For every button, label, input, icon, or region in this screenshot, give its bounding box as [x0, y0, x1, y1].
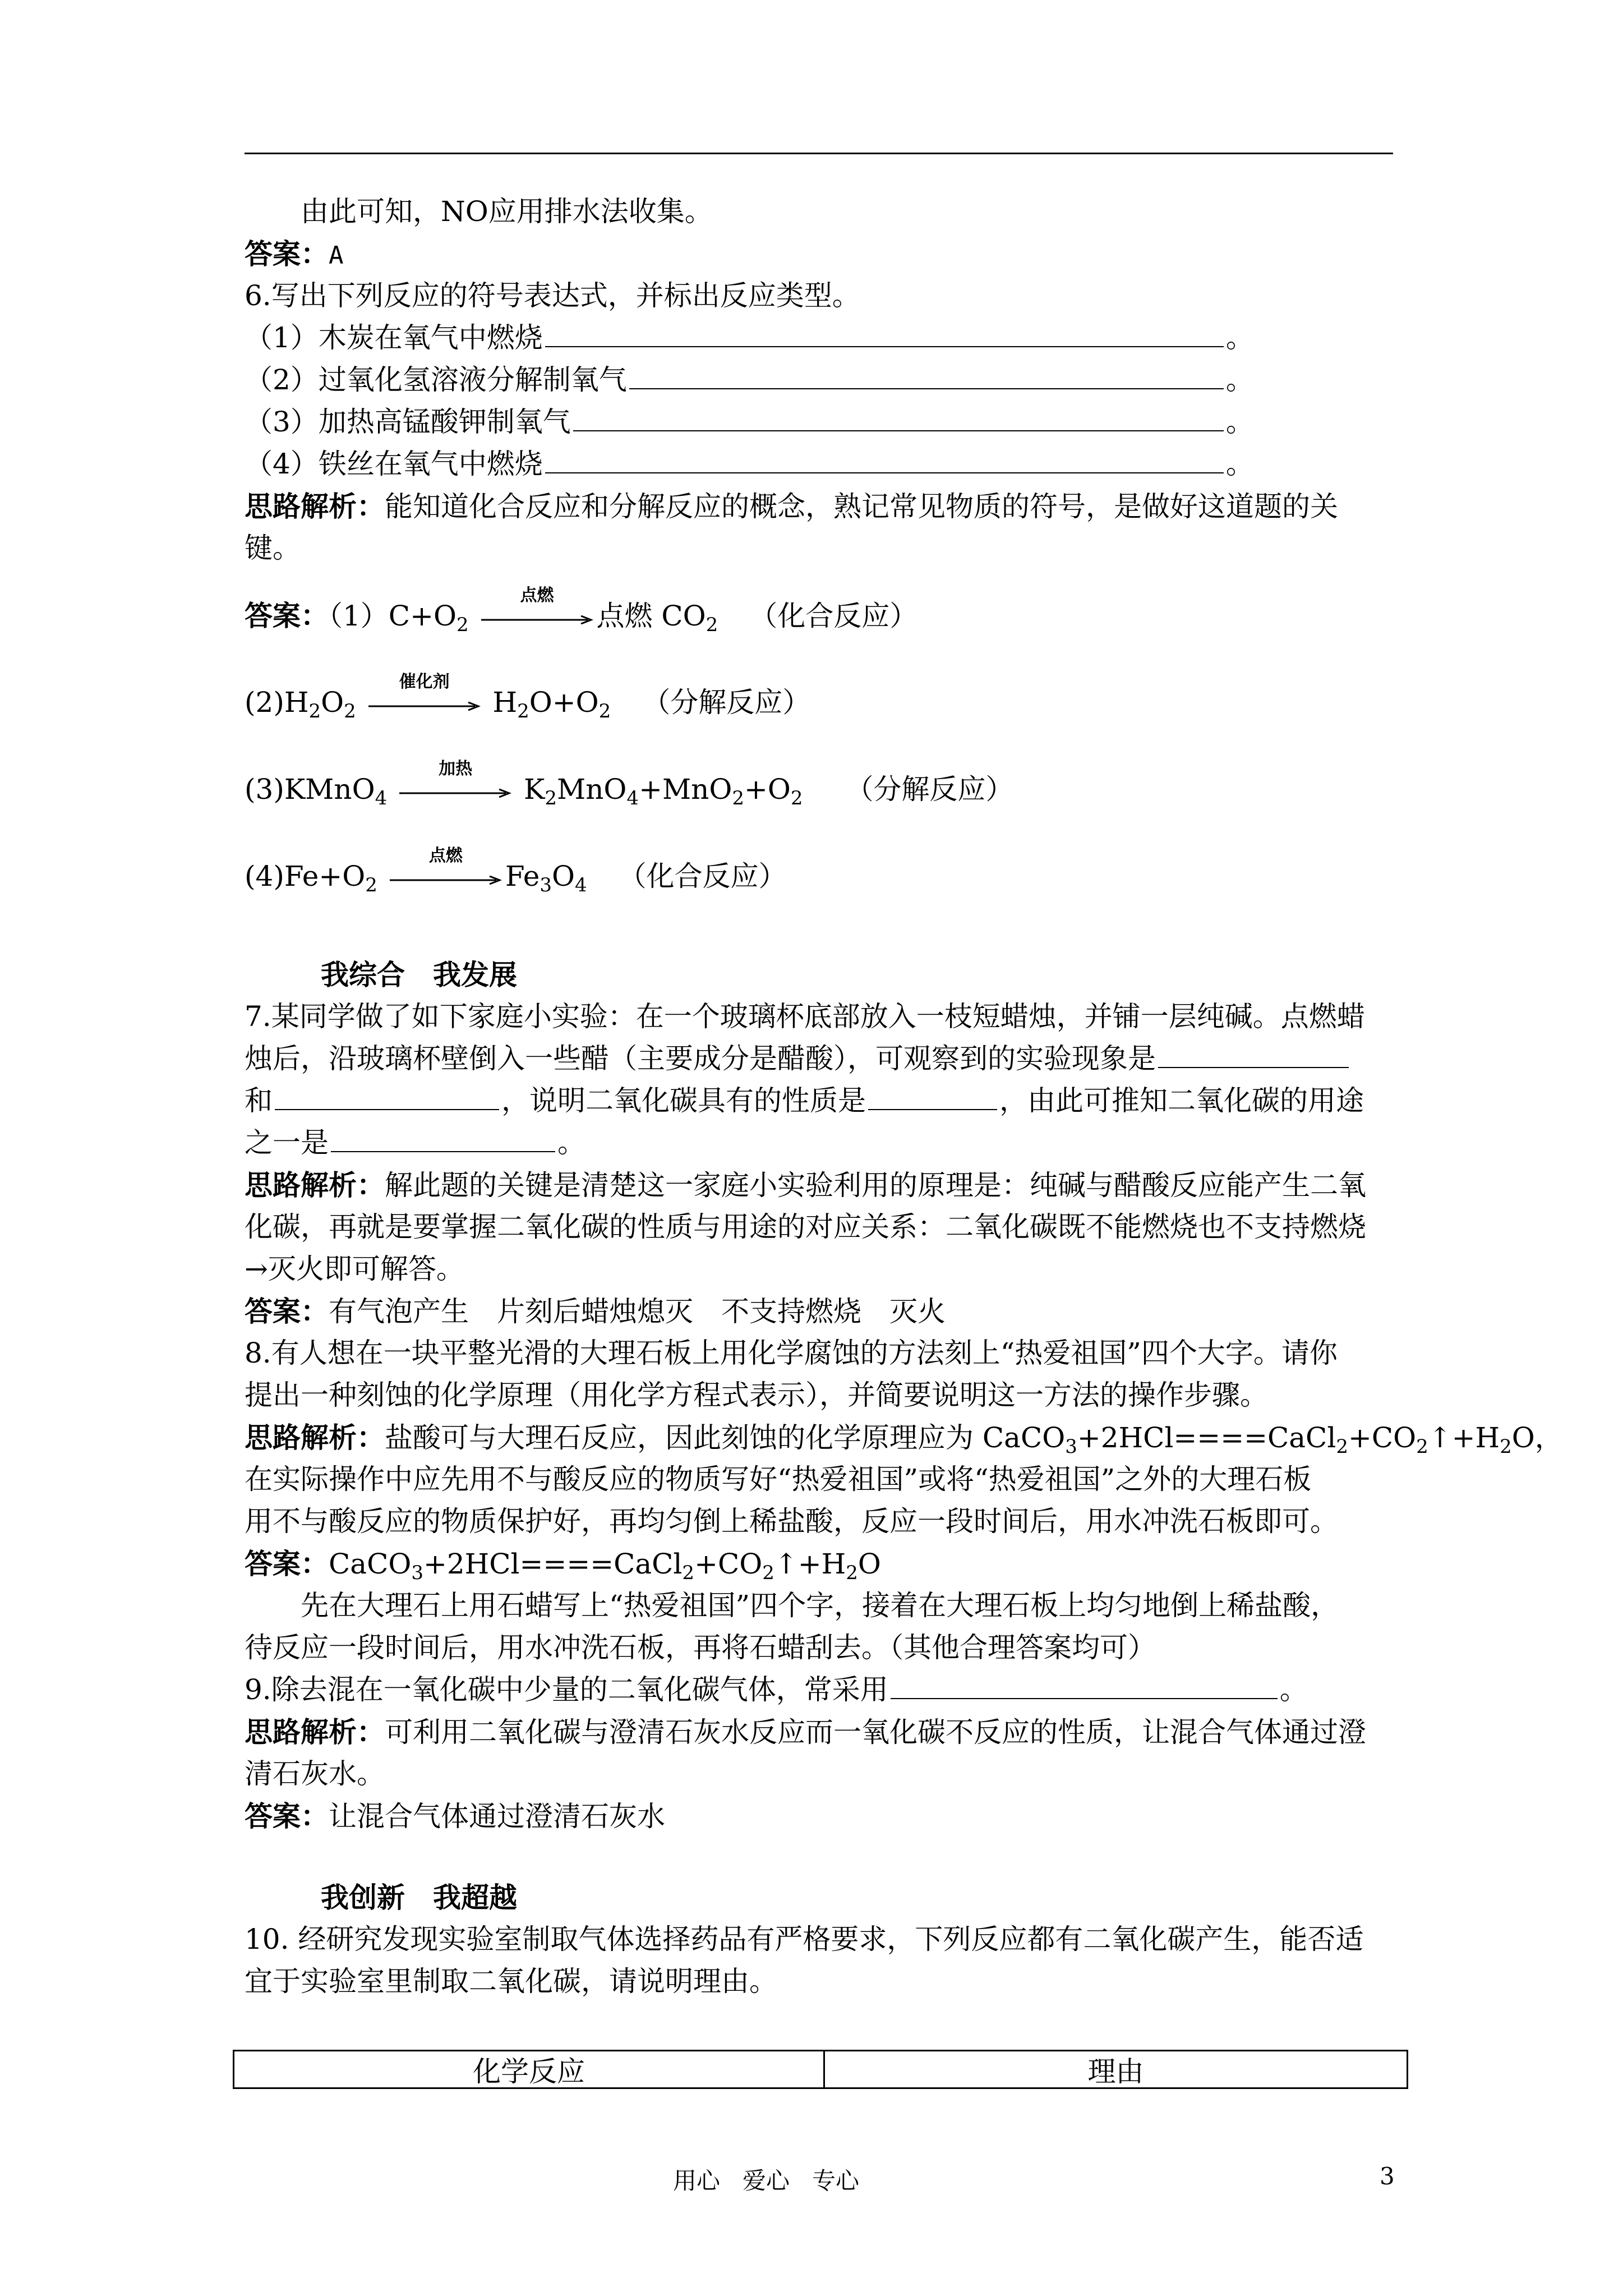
answer-label: 答案：	[245, 237, 329, 270]
q8-line-1: 8.有人想在一块平整光滑的大理石板上用化学腐蚀的方法刻上“热爱祖国”四个大字。请你	[245, 1337, 1338, 1369]
q6-equation-2: $(2)H_2O_2$ 催化剂 $H_2O+O_2$ （分解反应）	[245, 672, 811, 723]
q9-analysis: 思路解析：可利用二氧化碳与澄清石灰水反应而一氧化碳不反应的性质，让混合气体通过澄	[245, 1715, 1366, 1749]
header-rule	[245, 153, 1393, 154]
q6-item-1: （1）木炭在氧气中燃烧 。	[245, 317, 1411, 359]
q8-analysis-2: 在实际操作中应先用不与酸反应的物质写好“热爱祖国”或将“热爱祖国”之外的大理石板	[245, 1463, 1312, 1496]
answer-value: A	[329, 241, 344, 270]
q6-prompt: 6.写出下列反应的符号表达式，并标出反应类型。	[245, 279, 860, 312]
q8-analysis-3: 用不与酸反应的物质保护好，再均匀倒上稀盐酸，反应一段时间后，用水冲洗石板即可。	[245, 1505, 1338, 1538]
q7-line-1: 7.某同学做了如下家庭小实验：在一个玻璃杯底部放入一枝短蜡烛，并铺一层纯碱。点燃蜡	[245, 1000, 1365, 1033]
intro-text: 由此可知，NO应用排水法收集。	[301, 195, 713, 228]
q7-line-4: 之一是 。	[245, 1122, 1411, 1164]
q6-analysis-cont: 键。	[245, 532, 301, 564]
blank	[573, 402, 1224, 431]
reaction-arrow: 加热	[399, 769, 511, 802]
blank	[331, 1123, 555, 1152]
q8-answer: 答案：$CaCO_3+2HCl====CaCl_2+CO_2↑+H_2O$	[245, 1547, 881, 1584]
reaction-arrow: 点燃	[390, 855, 502, 889]
reaction-table	[233, 2050, 1408, 2089]
section-title-2: 我创新 我超越	[321, 1881, 517, 1914]
q6-equation-3: (3)KMnO$_4$ 加热 $K_2MnO_4+MnO_2+O_2$ （分解反应）	[245, 759, 1014, 809]
footer-motto: 用心 爱心 专心	[673, 2167, 860, 2194]
q6-item-4: （4）铁丝在氧气中燃烧 。	[245, 443, 1411, 485]
q8-answer-2: 先在大理石上用石蜡写上“热爱祖国”四个字，接着在大理石板上均匀地倒上稀盐酸，	[301, 1589, 1339, 1622]
blank	[1158, 1039, 1349, 1068]
q5-answer	[245, 233, 1411, 275]
q10-line-1: 10. 经研究发现实验室制取气体选择药品有严格要求，下列反应都有二氧化碳产生，能否适	[245, 1923, 1364, 1955]
section-title-1: 我综合 我发展	[321, 958, 517, 991]
q8-line-2: 提出一种刻蚀的化学原理（用化学方程式表示），并简要说明这一方法的操作步骤。	[245, 1379, 1268, 1411]
q6-equation-4: $(4)Fe+O_2$ 点燃 $Fe_3O_4$ （化合反应）	[245, 846, 787, 896]
blank	[275, 1081, 499, 1110]
q9-analysis-2: 清石灰水。	[245, 1757, 385, 1790]
blank	[891, 1670, 1278, 1699]
q9-answer: 答案：让混合气体通过澄清石灰水	[245, 1800, 665, 1833]
table-header-reason: 理由	[1087, 2055, 1144, 2088]
blank	[545, 318, 1224, 347]
q7-answer: 答案：有气泡产生 片刻后蜡烛熄灭 不支持燃烧 灭火	[245, 1295, 946, 1328]
q10-line-2: 宜于实验室里制取二氧化碳，请说明理由。	[245, 1965, 777, 1998]
blank	[545, 444, 1224, 473]
q6-item-3: （3）加热高锰酸钾制氧气 。	[245, 401, 1411, 443]
q9-line-1: 9.除去混在一氧化碳中少量的二氧化碳气体，常采用 。	[245, 1669, 1411, 1711]
q7-analysis: 思路解析：解此题的关键是清楚这一家庭小实验利用的原理是：纯碱与醋酸反应能产生二氧	[245, 1168, 1366, 1202]
reaction-arrow: 点燃	[481, 595, 593, 629]
q8-analysis: 思路解析：盐酸可与大理石反应，因此刻蚀的化学原理应为 $CaCO_3+2HCl====CaCl_2+CO_2↑+H_2O$，	[245, 1421, 1563, 1458]
reaction-arrow: 催化剂	[368, 682, 481, 715]
q6-item-2: （2）过氧化氢溶液分解制氧气 。	[245, 359, 1411, 401]
q7-analysis-3: →灭火即可解答。	[245, 1253, 464, 1285]
blank	[629, 360, 1224, 389]
table-header-reaction: 化学反应	[234, 2051, 825, 2087]
q7-line-3: 和 ，说明二氧化碳具有的性质是 ，由此可推知二氧化碳的用途	[245, 1080, 1411, 1122]
page-number: 3	[1380, 2162, 1395, 2190]
q8-answer-3: 待反应一段时间后，用水冲洗石板，再将石蜡刮去。（其他合理答案均可）	[245, 1631, 1156, 1664]
q6-analysis: 思路解析：能知道化合反应和分解反应的概念，熟记常见物质的符号，是做好这道题的关	[245, 490, 1338, 523]
content	[245, 191, 1563, 2003]
q7-line-2: 烛后，沿玻璃杯壁倒入一些醋（主要成分是醋酸），可观察到的实验现象是	[245, 1038, 1411, 1080]
q6-equation-1: 答案：$(1)C+O_2$ 点燃 点燃 $CO_2$ （化合反应）	[245, 586, 918, 636]
q7-analysis-2: 化碳，再就是要掌握二氧化碳的性质与用途的对应关系：二氧化碳既不能燃烧也不支持燃烧	[245, 1211, 1366, 1243]
blank	[868, 1081, 997, 1110]
